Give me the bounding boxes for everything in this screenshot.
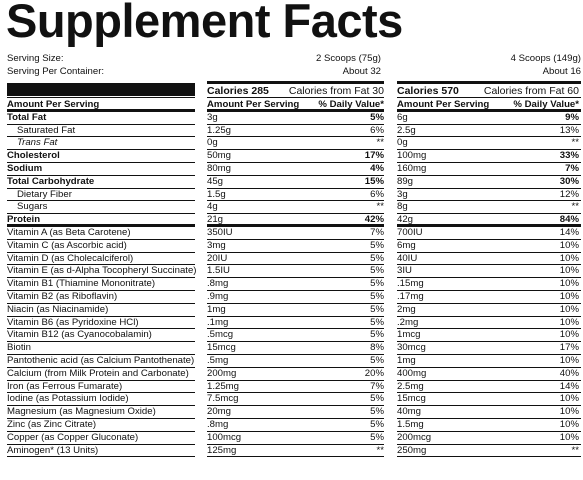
amount-1: 21g xyxy=(207,214,224,226)
daily-value-2: 10% xyxy=(559,431,579,443)
amount-1: 20IU xyxy=(207,252,228,264)
daily-value-2: 17% xyxy=(559,342,579,354)
divider-col1 xyxy=(207,81,384,84)
table-row xyxy=(7,227,582,240)
column-header-row xyxy=(7,99,582,112)
nutrient-name: Iodine (as Potassium Iodide) xyxy=(7,393,129,405)
daily-value-2: ** xyxy=(571,444,579,456)
amount-1: .8mg xyxy=(207,418,229,430)
daily-value-2: 9% xyxy=(565,111,579,123)
amount-1: 1.5IU xyxy=(207,265,230,277)
amount-1: 80mg xyxy=(207,162,231,174)
serving-size-2: 4 Scoops (149g) xyxy=(510,53,581,64)
daily-value-2: 10% xyxy=(559,316,579,328)
table-row xyxy=(7,125,582,138)
table-row xyxy=(7,317,582,330)
nutrient-name: Cholesterol xyxy=(7,150,60,162)
table-row xyxy=(7,240,582,253)
daily-value-2: 10% xyxy=(559,278,579,290)
amount-1: 20mg xyxy=(207,406,231,418)
daily-value-2: 10% xyxy=(559,354,579,366)
calories-from-fat-1: Calories from Fat 30 xyxy=(288,85,384,97)
nutrient-name: Vitamin B2 (as Riboflavin) xyxy=(7,290,118,302)
amount-2: 2.5g xyxy=(397,124,416,136)
daily-value-2: 13% xyxy=(559,124,579,136)
amount-2: 40IU xyxy=(397,252,418,264)
daily-value-1: 5% xyxy=(370,265,384,277)
amount-2: 700IU xyxy=(397,226,423,238)
table-row xyxy=(7,393,582,406)
amount-1: 1mg xyxy=(207,303,226,315)
calories-underline-col1 xyxy=(207,97,384,98)
servings-per-container-row xyxy=(7,66,581,79)
daily-value-2: ** xyxy=(571,137,579,149)
daily-value-1: 5% xyxy=(370,111,384,123)
amount-2: 0g xyxy=(397,137,408,149)
nutrient-name: Total Carbohydrate xyxy=(7,175,95,187)
amount-1: 100mcg xyxy=(207,431,242,443)
nutrient-name: Saturated Fat xyxy=(17,124,76,136)
daily-value-1: 15% xyxy=(364,175,384,187)
calories-1: Calories 285 xyxy=(207,85,269,97)
amount-1: 4g xyxy=(207,201,218,213)
daily-value-2: 33% xyxy=(559,150,579,162)
amount-2: 1mcg xyxy=(397,329,421,341)
page-title: Supplement Facts xyxy=(6,0,403,47)
amount-2: 6mg xyxy=(397,239,416,251)
calories-from-fat-col1 xyxy=(207,85,384,97)
nutrient-name: Zinc (as Zinc Citrate) xyxy=(7,418,97,430)
amount-1: 1.25g xyxy=(207,124,232,136)
daily-value-2: 14% xyxy=(559,226,579,238)
daily-value-2: 7% xyxy=(565,162,579,174)
daily-value-2: 14% xyxy=(559,380,579,392)
table-row xyxy=(7,265,582,278)
divider-col2 xyxy=(397,81,581,84)
amount-1: .5mcg xyxy=(207,329,234,341)
amount-1: .5mg xyxy=(207,354,229,366)
nutrient-name: Vitamin C (as Ascorbic acid) xyxy=(7,239,127,251)
daily-value-1: 42% xyxy=(364,214,384,226)
amount-2: 89g xyxy=(397,175,414,187)
nutrient-name: Pantothenic acid (as Calcium Pantothenate) xyxy=(7,354,195,366)
amount-2: 250mg xyxy=(397,444,427,456)
table-row xyxy=(7,137,582,150)
daily-value-1: 5% xyxy=(370,290,384,302)
daily-value-2: 30% xyxy=(559,175,579,187)
amount-2: 160mg xyxy=(397,162,427,174)
amount-1: 0g xyxy=(207,137,218,149)
daily-value-1: 6% xyxy=(370,124,384,136)
amount-1: 350IU xyxy=(207,226,233,238)
calories-underline-col2 xyxy=(397,97,581,98)
amount-per-serving-header-1: Amount Per Serving xyxy=(207,99,300,110)
daily-value-1: 7% xyxy=(370,380,384,392)
table-row xyxy=(7,368,582,381)
table-row xyxy=(7,406,582,419)
daily-value-1: 20% xyxy=(364,367,384,379)
daily-value-2: 10% xyxy=(559,406,579,418)
amount-2: 2.5mg xyxy=(397,380,424,392)
amount-2: 15mcg xyxy=(397,393,426,405)
amount-2: 1.5mg xyxy=(397,418,424,430)
daily-value-header-2: % Daily Value* xyxy=(513,99,579,110)
table-row xyxy=(7,291,582,304)
daily-value-2: ** xyxy=(571,201,579,213)
daily-value-1: 5% xyxy=(370,393,384,405)
nutrient-name: Iron (as Ferrous Fumarate) xyxy=(7,380,123,392)
daily-value-1: ** xyxy=(376,444,384,456)
table-row xyxy=(7,445,582,458)
table-row xyxy=(7,329,582,342)
amount-1: 50mg xyxy=(207,150,231,162)
amount-2: 100mg xyxy=(397,150,427,162)
table-row xyxy=(7,189,582,202)
amount-2: 1mg xyxy=(397,354,416,366)
table-row xyxy=(7,278,582,291)
amount-2: 6g xyxy=(397,111,408,123)
nutrient-name: Copper (as Copper Gluconate) xyxy=(7,431,139,443)
amount-2: 200mcg xyxy=(397,431,432,443)
daily-value-1: 5% xyxy=(370,354,384,366)
table-row xyxy=(7,176,582,189)
amount-2: .17mg xyxy=(397,290,424,302)
table-row xyxy=(7,432,582,445)
nutrient-name: Magnesium (as Magnesium Oxide) xyxy=(7,406,156,418)
amount-1: .9mg xyxy=(207,290,229,302)
nutrient-name: Vitamin E (as d-Alpha Tocopheryl Succinate) xyxy=(7,265,197,277)
table-row xyxy=(7,253,582,266)
nutrient-name: Calcium (from Milk Protein and Carbonate) xyxy=(7,367,189,379)
amount-2: 30mcg xyxy=(397,342,426,354)
daily-value-2: 10% xyxy=(559,290,579,302)
nutrient-name: Niacin (as Niacinamide) xyxy=(7,303,109,315)
amount-1: 7.5mcg xyxy=(207,393,239,405)
daily-value-2: 12% xyxy=(559,188,579,200)
servings-per-container-2: About 16 xyxy=(542,66,581,77)
amount-2: 42g xyxy=(397,214,414,226)
table-row xyxy=(7,112,582,125)
amount-2: .15mg xyxy=(397,278,424,290)
table-row xyxy=(7,381,582,394)
amount-2: 3g xyxy=(397,188,408,200)
daily-value-1: 5% xyxy=(370,418,384,430)
amount-per-serving-header-2: Amount Per Serving xyxy=(397,99,490,110)
daily-value-1: 5% xyxy=(370,406,384,418)
table-row xyxy=(7,214,582,227)
daily-value-1: 5% xyxy=(370,278,384,290)
table-row xyxy=(7,201,582,214)
nutrient-name: Sodium xyxy=(7,162,43,174)
daily-value-1: 5% xyxy=(370,431,384,443)
daily-value-1: 5% xyxy=(370,252,384,264)
calories-from-fat-2: Calories from Fat 60 xyxy=(483,85,579,97)
amount-1: .1mg xyxy=(207,316,229,328)
serving-size-row xyxy=(7,53,581,66)
nutrient-name: Total Fat xyxy=(7,111,47,123)
amount-1: 1.5g xyxy=(207,188,226,200)
daily-value-2: 10% xyxy=(559,252,579,264)
daily-value-2: 40% xyxy=(559,367,579,379)
calories-underline-left xyxy=(7,97,195,98)
amount-2: 40mg xyxy=(397,406,421,418)
daily-value-1: 5% xyxy=(370,303,384,315)
nutrient-name: Vitamin B6 (as Pyridoxine HCl) xyxy=(7,316,139,328)
nutrient-name: Vitamin B12 (as Cyanocobalamin) xyxy=(7,329,152,341)
daily-value-1: 5% xyxy=(370,329,384,341)
nutrient-name: Aminogen* (13 Units) xyxy=(7,444,99,456)
amount-2: 3IU xyxy=(397,265,412,277)
daily-value-header-1: % Daily Value* xyxy=(318,99,384,110)
amount-1: 3mg xyxy=(207,239,226,251)
daily-value-2: 10% xyxy=(559,329,579,341)
calories-2: Calories 570 xyxy=(397,85,459,97)
table-row xyxy=(7,150,582,163)
daily-value-1: ** xyxy=(376,137,384,149)
daily-value-1: 4% xyxy=(370,162,384,174)
daily-value-2: 84% xyxy=(559,214,579,226)
amount-1: 1.25mg xyxy=(207,380,239,392)
serving-size-1: 2 Scoops (75g) xyxy=(315,53,381,64)
daily-value-2: 10% xyxy=(559,303,579,315)
daily-value-2: 10% xyxy=(559,418,579,430)
calories-from-fat-col2 xyxy=(397,85,579,97)
amount-1: 200mg xyxy=(207,367,237,379)
daily-value-2: 10% xyxy=(559,265,579,277)
daily-value-2: 10% xyxy=(559,393,579,405)
serving-info xyxy=(7,53,581,79)
amount-1: 3g xyxy=(207,111,218,123)
facts-table xyxy=(7,99,582,457)
table-row xyxy=(7,342,582,355)
daily-value-1: 5% xyxy=(370,239,384,251)
amount-2: 400mg xyxy=(397,367,427,379)
amount-1: 45g xyxy=(207,175,224,187)
daily-value-1: 6% xyxy=(370,188,384,200)
amount-2: 2mg xyxy=(397,303,416,315)
daily-value-1: ** xyxy=(376,201,384,213)
amount-1: .8mg xyxy=(207,278,229,290)
amount-2: .2mg xyxy=(397,316,419,328)
nutrient-name: Sugars xyxy=(17,201,48,213)
table-row xyxy=(7,163,582,176)
amount-per-serving-header: Amount Per Serving xyxy=(7,99,100,110)
amount-1: 15mcg xyxy=(207,342,236,354)
nutrient-name: Vitamin D (as Cholecalciferol) xyxy=(7,252,134,264)
amount-2: 8g xyxy=(397,201,408,213)
divider-left xyxy=(7,83,195,96)
table-row xyxy=(7,355,582,368)
nutrient-name: Biotin xyxy=(7,342,31,354)
nutrient-name: Dietary Fiber xyxy=(17,188,72,200)
table-row xyxy=(7,419,582,432)
nutrient-name: Protein xyxy=(7,214,41,226)
serving-size-label: Serving Size: xyxy=(7,53,64,64)
servings-per-container-label: Serving Per Container: xyxy=(7,66,105,77)
nutrient-name: Vitamin A (as Beta Carotene) xyxy=(7,226,131,238)
daily-value-2: 10% xyxy=(559,239,579,251)
table-row xyxy=(7,304,582,317)
nutrient-name: Vitamin B1 (Thiamine Mononitrate) xyxy=(7,278,156,290)
nutrient-name: Trans Fat xyxy=(17,137,58,149)
daily-value-1: 17% xyxy=(364,150,384,162)
amount-1: 125mg xyxy=(207,444,237,456)
daily-value-1: 8% xyxy=(370,342,384,354)
servings-per-container-1: About 32 xyxy=(342,66,381,77)
daily-value-1: 7% xyxy=(370,226,384,238)
daily-value-1: 5% xyxy=(370,316,384,328)
